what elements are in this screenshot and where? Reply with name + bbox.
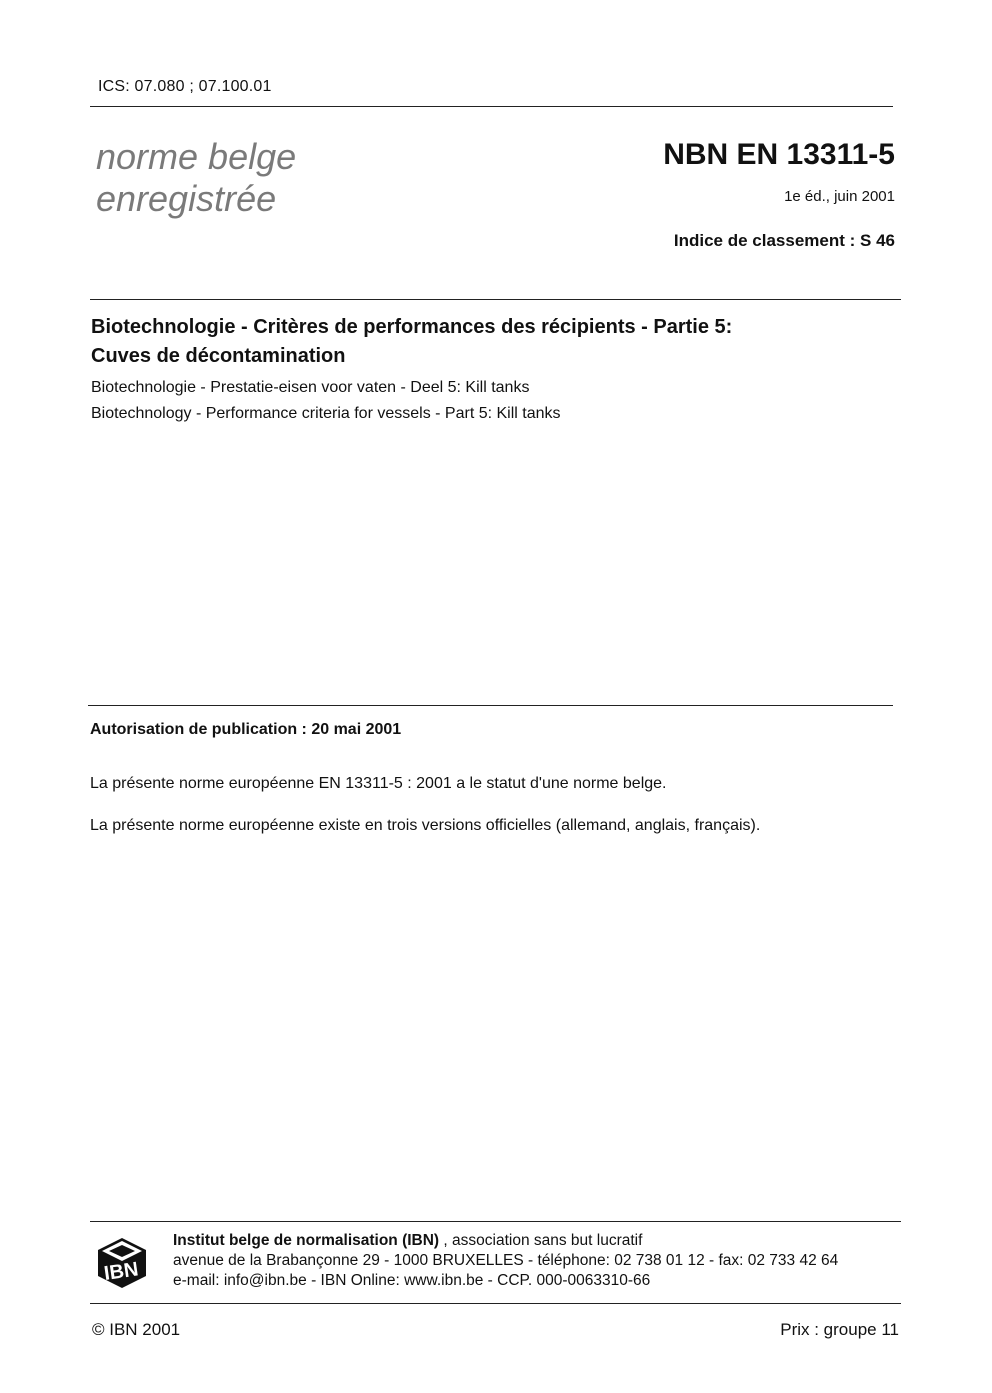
institute-suffix: , association sans but lucratif [439,1232,643,1249]
title-french [91,313,891,371]
price-group: Prix : groupe 11 [780,1320,899,1339]
copyright: © IBN 2001 [92,1320,181,1339]
body-rule [88,705,893,706]
document-type-label [96,136,296,220]
institute-line [173,1231,838,1251]
classification-index: Indice de classement : S 46 [673,231,895,250]
ibn-logo [97,1237,147,1289]
bottom-rule [90,1303,901,1304]
footer-rule [90,1221,901,1222]
institute-address: avenue de la Brabançonne 29 - 1000 BRUXELLES - téléphone: 02 738 01 12 - fax: 02 733 42 64 [173,1252,839,1269]
institute-contact: e-mail: info@ibn.be - IBN Online: www.ibn.be - CCP. 000-0063310-66 [173,1272,651,1289]
title-rule [90,299,901,300]
title-french-line-1: Biotechnologie - Critères de performances des récipients - Partie 5: [91,316,733,338]
versions-paragraph: La présente norme européenne existe en trois versions officielles (allemand, anglais, français). [90,817,761,834]
ics-code: ICS: 07.080 ; 07.100.01 [98,78,272,95]
logo-text: IBN [102,1258,140,1285]
publication-authorisation: Autorisation de publication : 20 mai 2001 [90,721,402,738]
top-rule [90,106,893,107]
status-paragraph: La présente norme européenne EN 13311-5 : 2001 a le statut d'une norme belge. [90,775,667,792]
edition-date: 1e éd., juin 2001 [784,188,895,205]
title-english: Biotechnology - Performance criteria for vessels - Part 5: Kill tanks [91,405,561,422]
label-line-2: enregistrée [96,178,277,219]
institute-info [173,1231,838,1291]
standard-reference: NBN EN 13311-5 [663,138,895,171]
ibn-cube-icon [97,1237,147,1289]
institute-name: Institut belge de normalisation (IBN) [173,1232,440,1249]
title-french-line-2: Cuves de décontamination [91,345,346,367]
title-dutch: Biotechnologie - Prestatie-eisen voor vaten - Deel 5: Kill tanks [91,379,530,396]
label-line-1: norme belge [96,136,297,177]
